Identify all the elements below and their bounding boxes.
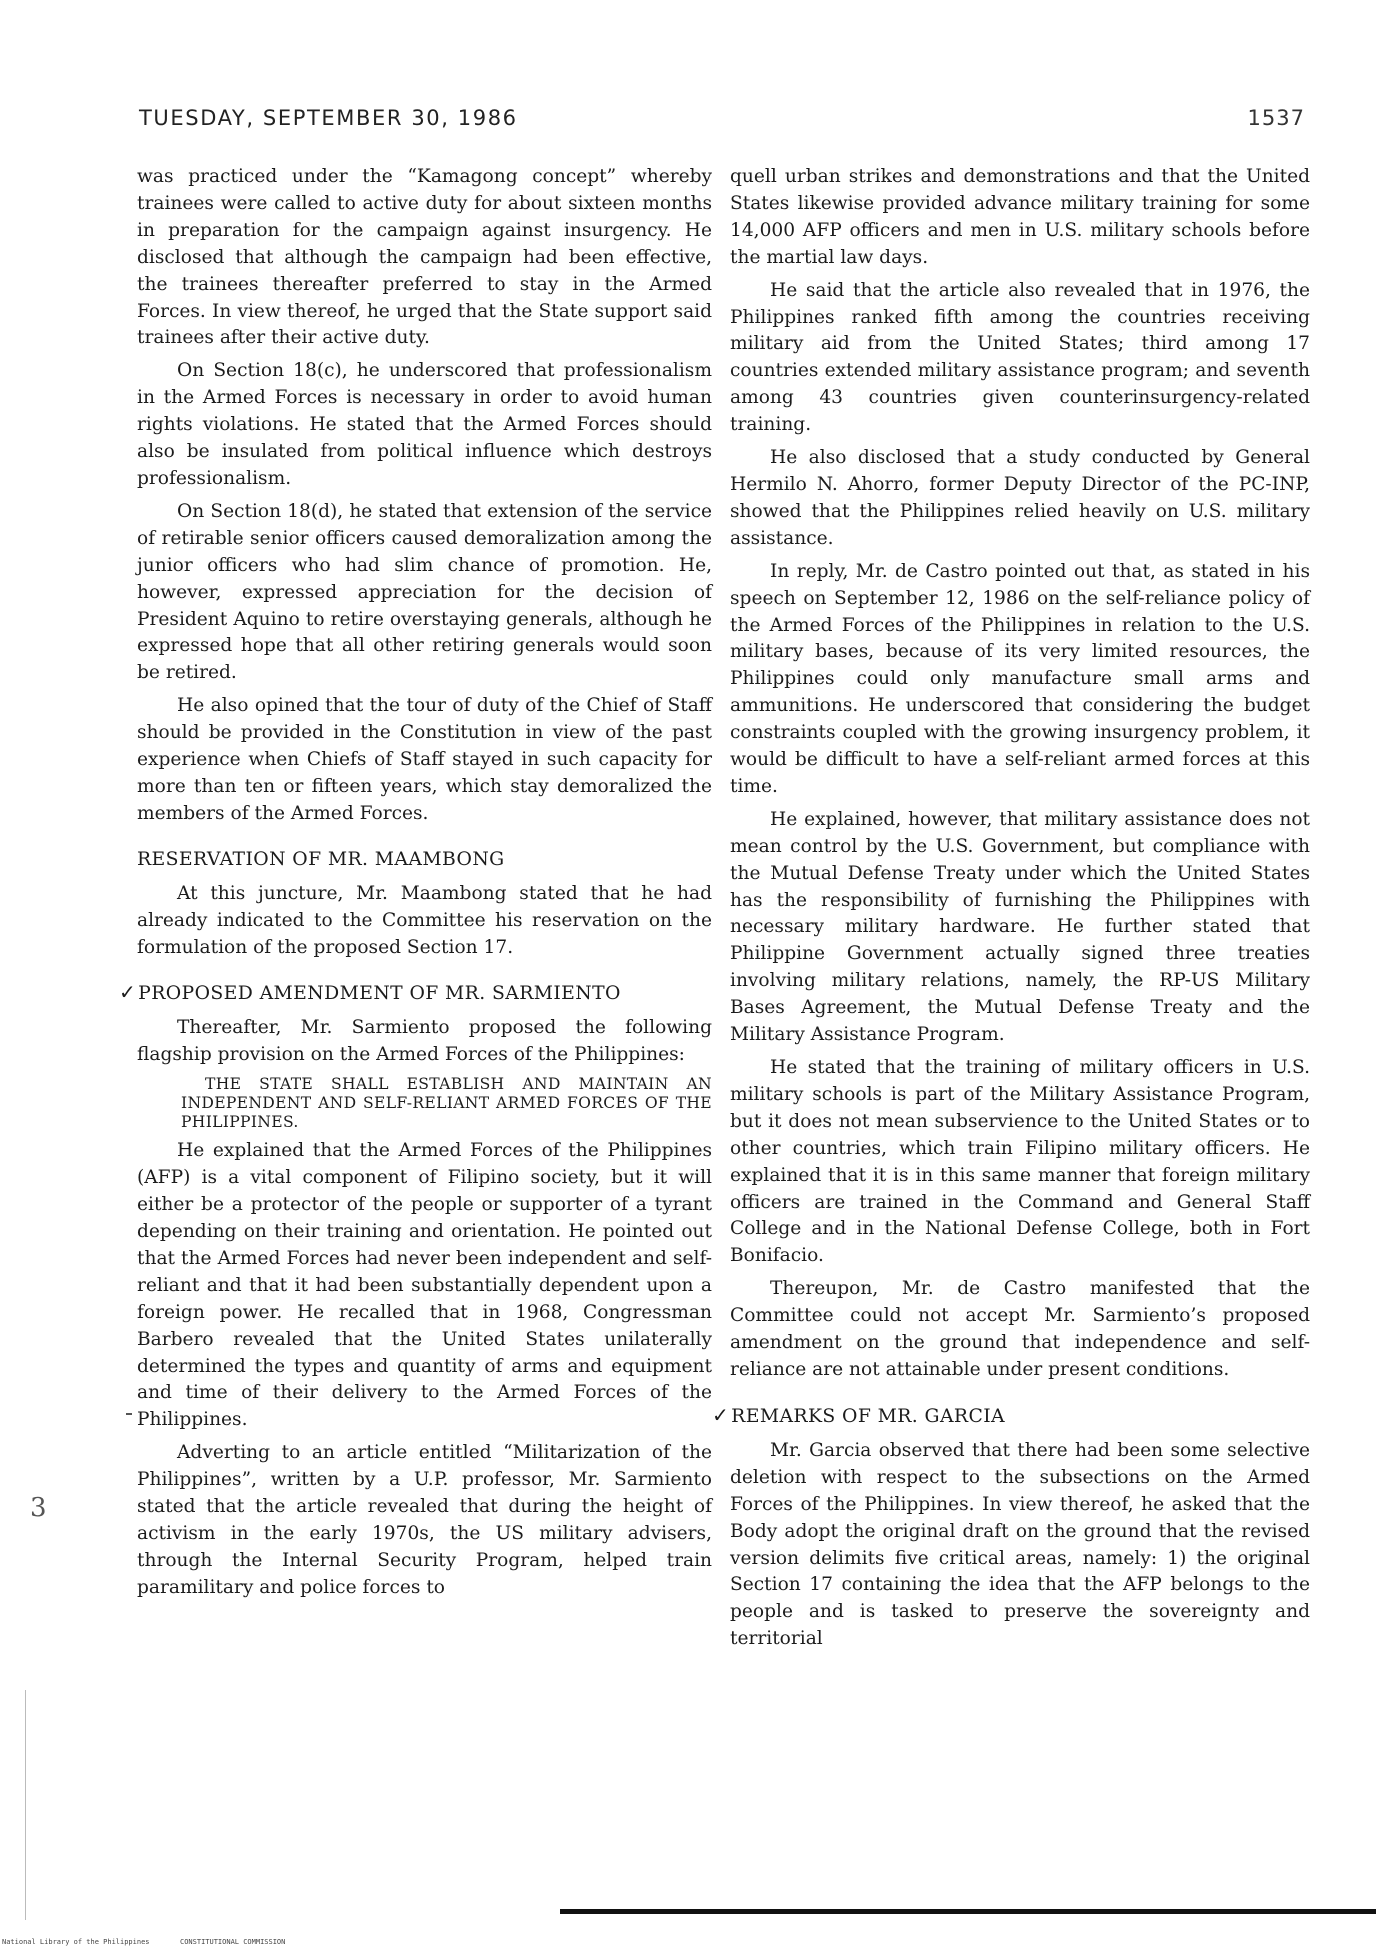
bottom-rule [560, 1909, 1376, 1914]
section-heading-reservation: RESERVATION OF MR. MAAMBONG [137, 848, 505, 870]
paragraph: Adverting to an article entitled “Militarization of the Philippines”, written by a U.P. professor, Mr. Sarmiento stated that the article revealed that during the height of activism in the early 1970s, the US military advisers, through the Internal Security Program, helped train paramilitary and police forces to [137, 1442, 712, 1598]
margin-scribble: 3 [30, 1493, 47, 1523]
heading-text: PROPOSED AMENDMENT OF MR. SARMIENTO [138, 983, 621, 1005]
paragraph: At this juncture, Mr. Maambong stated that he had already indicated to the Committee his reservation on the formulation of the proposed Section 17. [137, 882, 712, 958]
paragraph: Thereupon, Mr. de Castro manifested that the Committee could not accept Mr. Sarmiento’s proposed amendment on the ground that independence and self-reliance are not attainable under present conditions. [730, 1278, 1310, 1380]
footer-right: CONSTITUTIONAL COMMISSION [180, 1938, 286, 1946]
heading-text: REMARKS OF MR. GARCIA [731, 1405, 1005, 1427]
footer-left: National Library of the Philippines [2, 1938, 150, 1946]
right-column [712, 164, 1310, 1659]
header-date: TUESDAY, SEPTEMBER 30, 1986 [139, 106, 518, 130]
paragraph: He stated that the training of military officers in U.S. military schools is part of the Military Assistance Program, but it does not mean subservience to the United States or to other countries, which train Filipino military officers. He explained that it is in this same manner that foreign military officers are trained in the Command and General Staff College and in the National Defense College, both in Fort Bonifacio. [730, 1057, 1310, 1267]
block-quote: THE STATE SHALL ESTABLISH AND MAINTAIN AN INDEPENDENT AND SELF-RELIANT ARMED FORCES OF THE PHILIPPINES. [181, 1075, 712, 1132]
paragraph: He explained that the Armed Forces of the Philippines (AFP) is a vital component of Filipino society, but it will either be a protector of the people or supporter of a tyrant depending on their training and orientation. He pointed out that the Armed Forces had never been independent and self-reliant and that it had been substantially dependent upon a foreign power. He recalled that in 1968, Congressman Barbero revealed that the United States unilaterally determined the types and quantity of arms and equipment and time of their delivery to the Armed Forces of the Philippines. [137, 1140, 712, 1431]
paragraph: He also disclosed that a study conducted by General Hermilo N. Ahorro, former Deputy Director of the PC-INP, showed that the Philippines relied heavily on U.S. military assistance. [730, 447, 1310, 549]
section-heading-remarks [712, 1402, 1310, 1430]
margin-dash [126, 1413, 132, 1415]
paragraph: was practiced under the “Kamagong concept” whereby trainees were called to active duty for about sixteen months in preparation for the campaign against insurgency. He disclosed that although the campaign had been effective, the trainees thereafter preferred to stay in the Armed Forces. In view thereof, he urged that the State support said trainees after their active duty. [137, 166, 712, 349]
paragraph: On Section 18(c), he underscored that professionalism in the Armed Forces is necessary in order to avoid human rights violations. He stated that the Armed Forces should also be insulated from political influence which destroys professionalism. [137, 360, 712, 489]
page-number: 1537 [1247, 106, 1305, 130]
check-mark-icon: ✓ [119, 980, 137, 1005]
check-mark-icon: ✓ [712, 1402, 730, 1427]
paragraph: Thereafter, Mr. Sarmiento proposed the following flagship provision on the Armed Forces of the Philippines: [137, 1017, 712, 1066]
scan-footer [0, 1936, 1376, 1950]
page-header [139, 106, 1305, 140]
paragraph: Mr. Garcia observed that there had been some selective deletion with respect to the subsections on the Armed Forces of the Philippines. In view thereof, he asked that the Body adopt the original draft on the ground that the revised version delimits five critical areas, namely: 1) the original Section 17 containing the idea that the AFP belongs to the people and is tasked to preserve the sovereignty and territorial [730, 1439, 1310, 1650]
paragraph: He explained, however, that military assistance does not mean control by the U.S. Government, but compliance with the Mutual Defense Treaty under which the United States has the responsibility of furnishing the Philippines with necessary military hardware. He further stated that Philippine Government actually signed three treaties involving military relations, namely, the RP-US Military Bases Agreement, the Mutual Defense Treaty and the Military Assistance Program. [730, 808, 1310, 1046]
scan-edge-line [25, 1690, 26, 1920]
section-heading-amendment [119, 979, 712, 1007]
paragraph: He also opined that the tour of duty of the Chief of Staff should be provided in the Constitution in view of the past experience when Chiefs of Staff stayed in such capacity for more than ten or fifteen years, which stay demoralized the members of the Armed Forces. [137, 695, 712, 824]
paragraph: In reply, Mr. de Castro pointed out that, as stated in his speech on September 12, 1986 on the self-reliance policy of the Armed Forces of the Philippines in relation to the U.S. military bases, because of its very limited resources, the Philippines could only manufacture small arms and ammunitions. He underscored that considering the budget constraints coupled with the growing insurgency problem, it would be difficult to have a self-reliant armed forces at this time. [730, 560, 1310, 797]
left-column [119, 164, 712, 1608]
paragraph: He said that the article also revealed that in 1976, the Philippines ranked fifth among the countries receiving military aid from the United States; third among 17 countries extended military assistance program; and seventh among 43 countries given counterinsurgency-related training. [730, 279, 1310, 436]
paragraph: quell urban strikes and demonstrations and that the United States likewise provided advance military training for some 14,000 AFP officers and men in U.S. military schools before the martial law days. [730, 166, 1310, 268]
paragraph: On Section 18(d), he stated that extension of the service of retirable senior officers caused demoralization among the junior officers who had slim chance of promotion. He, however, expressed appreciation for the decision of President Aquino to retire overstaying generals, although he expressed hope that all other retiring generals would soon be retired. [137, 500, 712, 684]
